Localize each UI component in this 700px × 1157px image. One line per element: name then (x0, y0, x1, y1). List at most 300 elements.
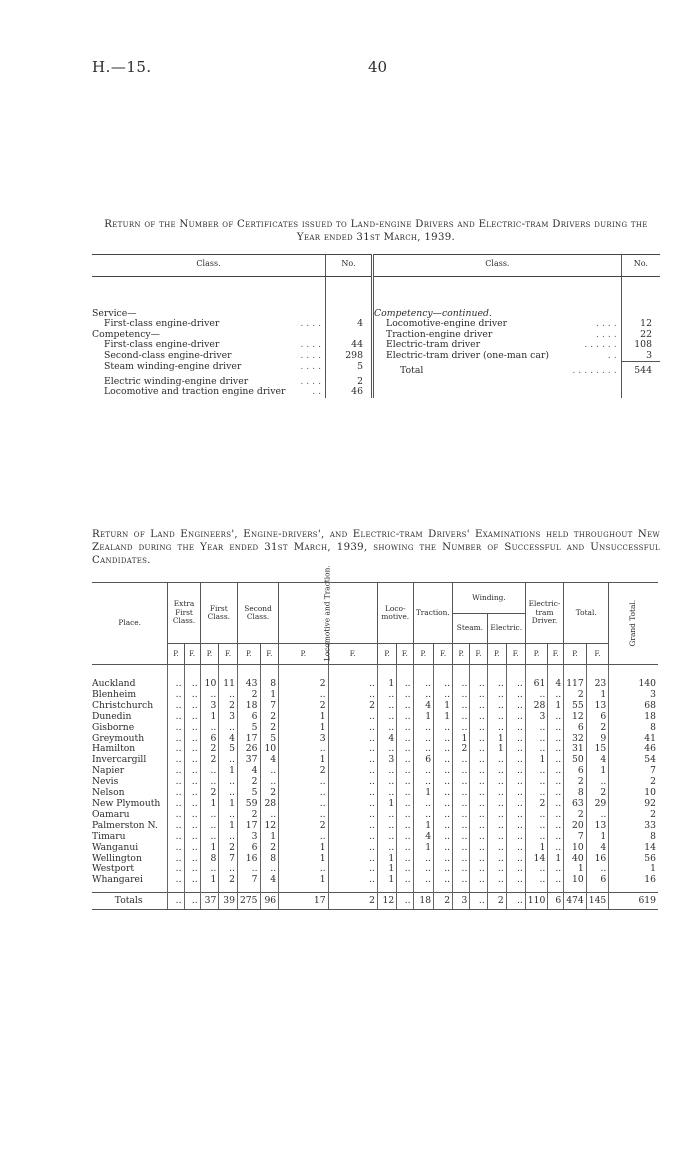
table-cell: .. (200, 821, 219, 832)
table-cell: 2 (260, 712, 279, 723)
col-failed: F. (260, 644, 279, 665)
spacer-cell (470, 665, 487, 680)
spacer-cell (487, 665, 506, 680)
table-cell: .. (506, 875, 525, 886)
table-cell: 2 (586, 723, 609, 734)
certificates-table-title: Return of the Number of Certificates issued to Land-engine Drivers and Electric-tram Drivers during the Year ended 31st March, 1939. (104, 219, 648, 243)
table-cell: .. (219, 864, 238, 875)
table-cell: 1 (586, 766, 609, 777)
table-cell: .. (506, 766, 525, 777)
table-cell: 110 (525, 893, 548, 910)
place-name: Auckland (92, 679, 168, 690)
table-cell: 16 (237, 854, 260, 865)
table-cell: 1 (279, 723, 328, 734)
spacer-cell (260, 665, 279, 680)
table-cell: .. (279, 788, 328, 799)
table-cell: .. (397, 875, 413, 886)
table-cell: 12 (377, 893, 396, 910)
cert-right-label: Electric-tram driver (one-man car) (386, 349, 549, 361)
table-cell: .. (184, 864, 200, 875)
table-cell: .. (453, 712, 470, 723)
cert-right-leader: . . . . . . (572, 340, 621, 351)
table-cell: .. (168, 690, 184, 701)
table-cell: .. (487, 810, 506, 821)
cert-col-class-left: Class. (92, 255, 326, 277)
table-row (92, 843, 658, 854)
table-cell: .. (470, 832, 487, 843)
table-cell: .. (397, 832, 413, 843)
col-second-class: Second Class. (237, 583, 278, 644)
table-cell: .. (586, 864, 609, 875)
table-cell: .. (184, 893, 200, 910)
cert-left-label: First-class engine-driver (104, 318, 220, 329)
table-cell: .. (525, 875, 548, 886)
cert-right-value: 22 (640, 328, 652, 340)
table-cell: .. (525, 821, 548, 832)
cert-left-value: 298 (326, 351, 373, 362)
table-cell: 2 (279, 679, 328, 690)
table-cell: .. (434, 777, 453, 788)
col-failed: F. (548, 644, 564, 665)
table-cell: .. (328, 755, 377, 766)
col-failed: F. (470, 644, 487, 665)
table-cell: .. (470, 701, 487, 712)
col-failed: F. (586, 644, 609, 665)
table-cell: .. (548, 766, 564, 777)
table-cell: .. (397, 821, 413, 832)
table-cell: 1 (219, 799, 238, 810)
table-cell: .. (434, 821, 453, 832)
table-cell: .. (434, 854, 453, 865)
cert-left-label: Service— (92, 307, 137, 319)
table-cell: .. (548, 810, 564, 821)
spacer-cell (453, 665, 470, 680)
table-cell: 1 (586, 832, 609, 843)
table-cell: .. (184, 701, 200, 712)
spacer-cell (377, 665, 396, 680)
cert-left-leader: . . . . (285, 362, 325, 377)
table-cell: .. (506, 734, 525, 745)
table-cell: .. (548, 843, 564, 854)
table-cell: .. (328, 832, 377, 843)
table-cell: .. (200, 777, 219, 788)
table-cell: 37 (200, 893, 219, 910)
table-cell: .. (453, 788, 470, 799)
table-cell: 3 (377, 755, 396, 766)
table-cell: 2 (487, 893, 506, 910)
place-name: Napier (92, 766, 168, 777)
table-cell: .. (184, 755, 200, 766)
document-reference: H.—15. (92, 58, 152, 76)
table-cell: 2 (200, 744, 219, 755)
spacer-cell (92, 665, 168, 680)
table-cell: .. (377, 843, 396, 854)
table-cell: 5 (260, 734, 279, 745)
table-cell: .. (279, 690, 328, 701)
table-cell: 2 (279, 766, 328, 777)
table-cell: .. (470, 744, 487, 755)
table-cell: .. (487, 712, 506, 723)
table-cell: 2 (564, 690, 587, 701)
table-cell: .. (219, 690, 238, 701)
table-cell: .. (328, 712, 377, 723)
table-cell: .. (453, 843, 470, 854)
table-cell: .. (168, 712, 184, 723)
cert-right-value: 544 (621, 362, 660, 377)
table-cell: .. (184, 832, 200, 843)
table-cell: .. (434, 734, 453, 745)
col-electric-tram-driver: Electric- tram Driver. (525, 583, 563, 644)
table-cell: .. (470, 777, 487, 788)
col-failed: F. (219, 644, 238, 665)
table-cell: 8 (200, 854, 219, 865)
table-cell: 5 (237, 788, 260, 799)
table-cell: .. (453, 875, 470, 886)
spacer-cell (219, 665, 238, 680)
table-cell: 8 (609, 832, 658, 843)
table-cell: .. (434, 788, 453, 799)
table-cell: 16 (609, 875, 658, 886)
table-cell: 1 (279, 755, 328, 766)
spacer-cell (397, 665, 413, 680)
table-cell: .. (487, 679, 506, 690)
cert-left-leader: . . . . (285, 377, 325, 388)
table-cell: .. (377, 788, 396, 799)
table-cell: 2 (219, 843, 238, 854)
table-cell: 10 (564, 843, 587, 854)
table-row (92, 875, 658, 886)
table-cell: .. (200, 810, 219, 821)
table-cell: .. (453, 821, 470, 832)
table-cell: .. (184, 712, 200, 723)
table-cell: 4 (237, 766, 260, 777)
table-cell: .. (200, 832, 219, 843)
table-cell: .. (328, 854, 377, 865)
cert-right-empty (621, 377, 660, 388)
table-cell: 4 (260, 875, 279, 886)
spacer-cell (564, 665, 587, 680)
table-cell: .. (184, 821, 200, 832)
table-cell: 32 (564, 734, 587, 745)
table-cell: 1 (219, 821, 238, 832)
table-cell: .. (377, 744, 396, 755)
table-cell: 18 (237, 701, 260, 712)
table-cell: .. (260, 864, 279, 875)
table-cell: 96 (260, 893, 279, 910)
place-name: Nevis (92, 777, 168, 788)
table-cell: .. (506, 777, 525, 788)
table-cell: .. (219, 832, 238, 843)
table-cell: 117 (564, 679, 587, 690)
table-cell: 46 (609, 744, 658, 755)
table-cell: 619 (609, 893, 658, 910)
table-cell: 7 (564, 832, 587, 843)
cert-left-label: Electric winding-engine driver (104, 375, 249, 387)
table-cell: .. (525, 810, 548, 821)
table-cell: .. (397, 854, 413, 865)
cert-left-leader (285, 276, 325, 319)
spacer-cell (413, 665, 434, 680)
table-cell: .. (328, 744, 377, 755)
spacer-cell (279, 665, 328, 680)
place-name: Wellington (92, 854, 168, 865)
table-cell: .. (434, 875, 453, 886)
spacer-cell (168, 665, 184, 680)
table-cell: .. (548, 875, 564, 886)
place-name: Blenheim (92, 690, 168, 701)
totals-label: Totals (92, 893, 168, 910)
cert-right-value (621, 276, 660, 319)
table-cell: 2 (564, 777, 587, 788)
table-cell: .. (377, 832, 396, 843)
table-cell: .. (470, 690, 487, 701)
spacer-cell (184, 665, 200, 680)
table-cell: .. (260, 766, 279, 777)
spacer-cell (434, 665, 453, 680)
cert-left-leader: . . . . (285, 319, 325, 330)
table-cell: .. (506, 744, 525, 755)
place-name: Nelson (92, 788, 168, 799)
col-passed: P. (453, 644, 470, 665)
table-cell: .. (470, 843, 487, 854)
cert-left-value: 46 (326, 387, 373, 398)
col-winding-steam: Steam. (453, 613, 488, 644)
table-cell: .. (487, 875, 506, 886)
table-cell: .. (434, 679, 453, 690)
place-name: Timaru (92, 832, 168, 843)
table-cell: .. (168, 788, 184, 799)
place-name: Greymouth (92, 734, 168, 745)
table-cell: .. (453, 690, 470, 701)
table-cell: 1 (609, 864, 658, 875)
table-cell: 1 (200, 843, 219, 854)
table-cell: 5 (237, 723, 260, 734)
table-cell: 2 (586, 788, 609, 799)
table-cell: 8 (260, 679, 279, 690)
table-cell: 3 (219, 712, 238, 723)
table-cell: 7 (219, 854, 238, 865)
table-cell: .. (487, 701, 506, 712)
table-cell: 2 (525, 799, 548, 810)
cert-right-value: 12 (640, 318, 652, 329)
table-cell: 1 (564, 864, 587, 875)
table-cell: .. (184, 843, 200, 854)
table-cell: 1 (434, 701, 453, 712)
col-place: Place. (92, 583, 168, 665)
table-cell: .. (453, 701, 470, 712)
table-cell: 2 (260, 843, 279, 854)
col-passed: P. (168, 644, 184, 665)
table-cell: .. (487, 723, 506, 734)
cert-left-label: Second-class engine-driver (104, 349, 232, 361)
col-passed: P. (413, 644, 434, 665)
table-cell: .. (168, 777, 184, 788)
table-cell: 8 (260, 854, 279, 865)
table-cell: 2 (237, 777, 260, 788)
cert-right-leader: . . . . . . . . (572, 362, 621, 377)
table-cell: .. (397, 777, 413, 788)
table-cell: 1 (279, 843, 328, 854)
cert-col-no-right: No. (621, 255, 660, 277)
table-cell: .. (260, 810, 279, 821)
table-cell: .. (453, 766, 470, 777)
table-cell: .. (413, 734, 434, 745)
table-cell: .. (328, 788, 377, 799)
table-cell: 1 (525, 755, 548, 766)
table-cell: .. (377, 810, 396, 821)
table-cell: .. (184, 810, 200, 821)
table-cell: .. (548, 821, 564, 832)
table-cell: .. (487, 821, 506, 832)
table-cell: .. (470, 734, 487, 745)
table-cell: .. (506, 810, 525, 821)
table-cell: .. (397, 679, 413, 690)
table-cell: .. (548, 690, 564, 701)
place-name: Westport (92, 864, 168, 875)
table-cell: 474 (564, 893, 587, 910)
table-cell: 18 (413, 893, 434, 910)
table-cell: .. (397, 723, 413, 734)
table-cell: 18 (609, 712, 658, 723)
table-cell: 4 (413, 701, 434, 712)
table-cell: 2 (237, 690, 260, 701)
table-cell: 4 (586, 755, 609, 766)
table-cell: .. (184, 799, 200, 810)
col-failed: F. (506, 644, 525, 665)
table-cell: 7 (237, 875, 260, 886)
table-cell: 2 (328, 893, 377, 910)
table-cell: .. (470, 864, 487, 875)
table-cell: .. (586, 777, 609, 788)
table-cell: .. (453, 723, 470, 734)
table-cell: .. (548, 723, 564, 734)
place-name: Invercargill (92, 755, 168, 766)
col-failed: F. (397, 644, 413, 665)
table-cell: 1 (260, 832, 279, 843)
cert-left-label: Locomotive and traction engine driver (104, 386, 286, 397)
table-cell: .. (328, 777, 377, 788)
table-cell: .. (487, 788, 506, 799)
table-cell: 37 (237, 755, 260, 766)
table-cell: 23 (586, 679, 609, 690)
table-cell: .. (453, 832, 470, 843)
table-cell: 20 (564, 821, 587, 832)
table-cell: .. (487, 854, 506, 865)
table-cell: .. (184, 744, 200, 755)
table-cell: 56 (609, 854, 658, 865)
col-passed: P. (200, 644, 219, 665)
table-cell: .. (413, 875, 434, 886)
place-name: Oamaru (92, 810, 168, 821)
table-cell: .. (279, 832, 328, 843)
table-cell: 3 (200, 701, 219, 712)
table-cell: .. (413, 854, 434, 865)
table-cell: 8 (564, 788, 587, 799)
table-cell: .. (184, 734, 200, 745)
table-cell: .. (184, 875, 200, 886)
table-cell: .. (377, 701, 396, 712)
table-cell: 1 (413, 788, 434, 799)
table-cell: .. (279, 864, 328, 875)
table-cell: 4 (548, 679, 564, 690)
table-cell: .. (200, 723, 219, 734)
table-cell: .. (328, 766, 377, 777)
table-cell: 2 (200, 788, 219, 799)
table-cell: .. (487, 690, 506, 701)
cert-right-leader: . . . . (572, 319, 621, 330)
cert-left-value: 4 (326, 319, 373, 330)
table-cell: 6 (586, 712, 609, 723)
table-cell: .. (434, 832, 453, 843)
spacer-cell (328, 665, 377, 680)
table-cell: .. (413, 679, 434, 690)
cert-left-label: Competency— (92, 328, 160, 340)
col-winding: Winding. (453, 583, 526, 614)
table-cell: .. (168, 799, 184, 810)
table-cell: 13 (586, 701, 609, 712)
table-cell: .. (397, 843, 413, 854)
table-cell: .. (487, 799, 506, 810)
place-name: Palmerston N. (92, 821, 168, 832)
table-cell: .. (328, 734, 377, 745)
table-cell: 2 (260, 723, 279, 734)
cert-col-no-left: No. (326, 255, 373, 277)
table-cell: .. (525, 723, 548, 734)
cert-left-value: 44 (326, 340, 373, 351)
cert-right-empty (572, 387, 621, 398)
cert-right-leader: . . . . (572, 330, 621, 341)
table-cell: 1 (413, 712, 434, 723)
cert-right-label: Electric-tram driver (386, 339, 481, 350)
table-cell: 31 (564, 744, 587, 755)
table-cell: 12 (564, 712, 587, 723)
table-cell: 1 (377, 799, 396, 810)
table-cell: .. (279, 810, 328, 821)
table-cell: .. (548, 799, 564, 810)
table-cell: .. (237, 864, 260, 875)
table-cell: .. (219, 777, 238, 788)
table-cell: .. (397, 766, 413, 777)
col-passed: P. (237, 644, 260, 665)
table-cell: .. (397, 893, 413, 910)
table-cell: 1 (260, 690, 279, 701)
examinations-table-title: Return of Land Engineers', Engine-drivers', and Electric-tram Drivers' Examinations held throughout New Zealand during the Year ended 31st March, 1939, showing the Number of Successful and Unsuccessful Candidates. (92, 529, 660, 566)
table-cell: .. (279, 777, 328, 788)
table-cell: 14 (525, 854, 548, 865)
table-cell: 3 (237, 832, 260, 843)
table-cell: .. (328, 843, 377, 854)
table-row (92, 832, 658, 843)
page-number: 40 (368, 58, 388, 76)
table-cell: .. (434, 810, 453, 821)
col-passed: P. (279, 644, 328, 665)
table-cell: 1 (279, 875, 328, 886)
table-cell: 1 (279, 712, 328, 723)
table-cell: 1 (200, 875, 219, 886)
spacer-cell (237, 665, 260, 680)
table-cell: 63 (564, 799, 587, 810)
table-cell: .. (413, 799, 434, 810)
table-cell: 7 (260, 701, 279, 712)
table-cell: 4 (586, 843, 609, 854)
table-cell: .. (586, 810, 609, 821)
table-cell: 43 (237, 679, 260, 690)
table-cell: 1 (413, 821, 434, 832)
table-cell: .. (470, 875, 487, 886)
table-cell: 10 (564, 875, 587, 886)
table-cell: .. (279, 799, 328, 810)
table-cell: .. (397, 864, 413, 875)
